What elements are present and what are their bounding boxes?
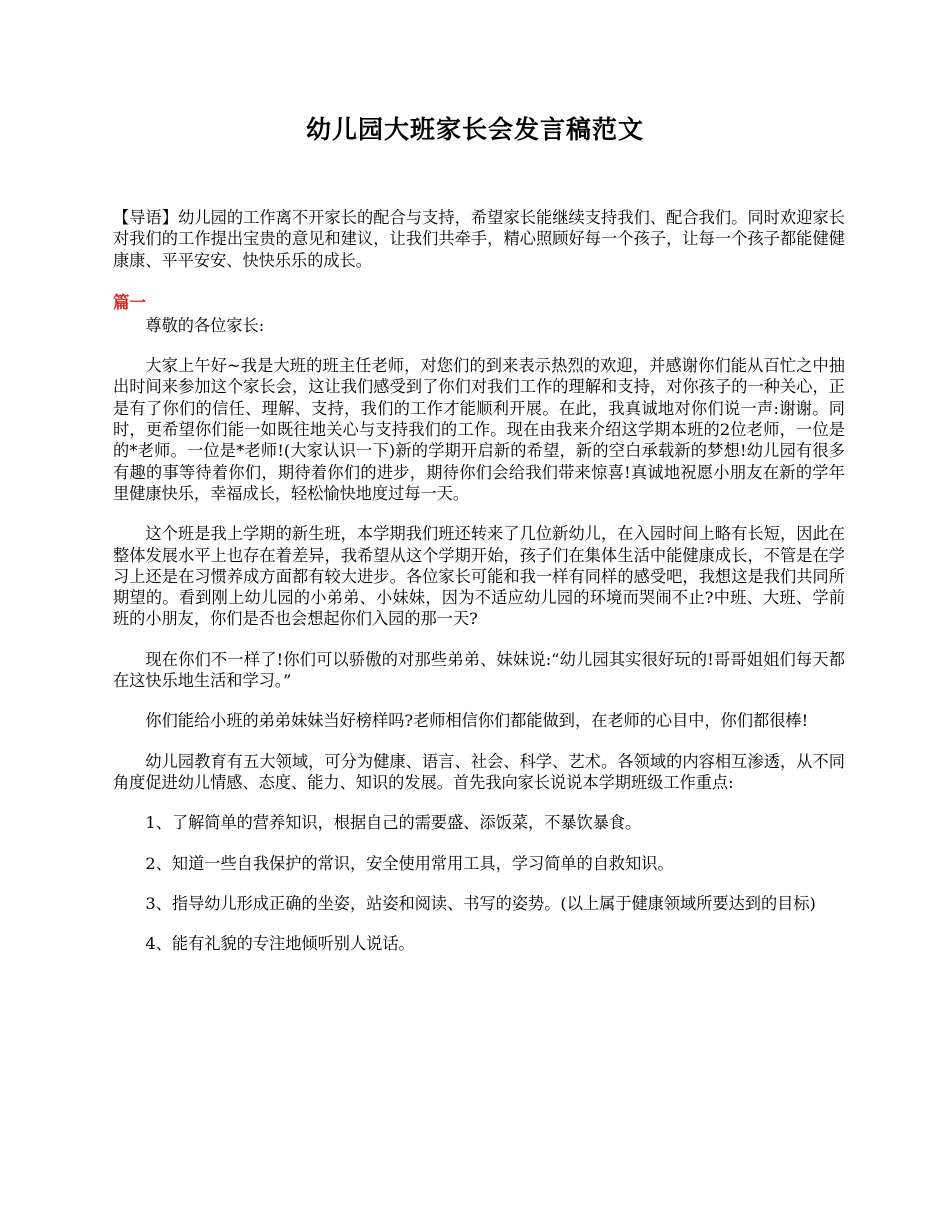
document-body bbox=[113, 207, 845, 973]
body-paragraph-3: 现在你们不一样了!你们可以骄傲的对那些弟弟、妹妹说:“幼儿园其实很好玩的!哥哥姐姐们每天都在这快乐地生活和学习。” bbox=[113, 649, 845, 691]
list-item-4: 4、能有礼貌的专注地倾听别人说话。 bbox=[145, 934, 415, 954]
body-paragraph-5: 幼儿园教育有五大领域，可分为健康、语言、社会、科学、艺术。各领域的内容相互渗透，从不同角度促进幼儿情感、态度、能力、知识的发展。首先我向家长说说本学期班级工作重点: bbox=[113, 751, 845, 792]
list-item-3: 3、指导幼儿形成正确的坐姿，站姿和阅读、书写的姿势。(以上属于健康领域所要达到的目标) bbox=[145, 893, 816, 913]
section-heading: 篇一 bbox=[113, 292, 146, 312]
list-item-2: 2、知道一些自我保护的常识，安全使用常用工具，学习简单的自救知识。 bbox=[145, 853, 674, 873]
document-title: 幼儿园大班家长会发言稿范文 bbox=[305, 115, 644, 144]
intro-paragraph: 【导语】幼儿园的工作离不开家长的配合与支持，希望家长能继续支持我们、配合我们。同时欢迎家长对我们的工作提出宝贵的意见和建议，让我们共牵手，精心照顾好每一个孩子，让每一个孩子都能健健康康、平平安安、快快乐乐的成长。 bbox=[113, 208, 845, 270]
body-paragraph-1: 大家上午好~我是大班的班主任老师，对您们的到来表示热烈的欢迎，并感谢你们能从百忙之中抽出时间来参加这个家长会，这让我们感受到了你们对我们工作的理解和支持，对你孩子的一种关心，正是有了你们的信任、理解、支持，我们的工作才能顺利开展。在此，我真诚地对你们说一声:谢谢。同时，更希望你们能一如既往地关心与支持我们的工作。现在由我来介绍这学期本班的2位老师，一位是的*老师。一位是*老师!(大家认识一下)新的学期开启新的希望，新的空白承载新的梦想!幼儿园有很多有趣的事等待着你们，期待着你们的进步，期待你们会给我们带来惊喜!真诚地祝愿小朋友在新的学年里健康快乐，幸福成长，轻松愉快地度过每一天。 bbox=[113, 356, 845, 503]
body-paragraph-4: 你们能给小班的弟弟妹妹当好榜样吗?老师相信你们都能做到，在老师的心目中，你们都很棒! bbox=[145, 711, 809, 731]
salutation-paragraph: 尊敬的各位家长: bbox=[145, 315, 265, 335]
body-paragraph-2: 这个班是我上学期的新生班，本学期我们班还转来了几位新幼儿，在入园时间上略有长短，因此在整体发展水平上也存在着差异，我希望从这个学期开始，孩子们在集体生活中能健康成长，不管是在学习上还是在习惯养成方面都有较大进步。各位家长可能和我一样有同样的感受吧，我想这是我们共同所期望的。看到刚上幼儿园的小弟弟、小妹妹，因为不适应幼儿园的环境而哭闹不止?中班、大班、学前班的小朋友，你们是否也会想起你们入园的那一天? bbox=[113, 524, 845, 629]
list-item-1: 1、了解简单的营养知识，根据自己的需要盛、添饭菜，不暴饮暴食。 bbox=[145, 813, 642, 833]
